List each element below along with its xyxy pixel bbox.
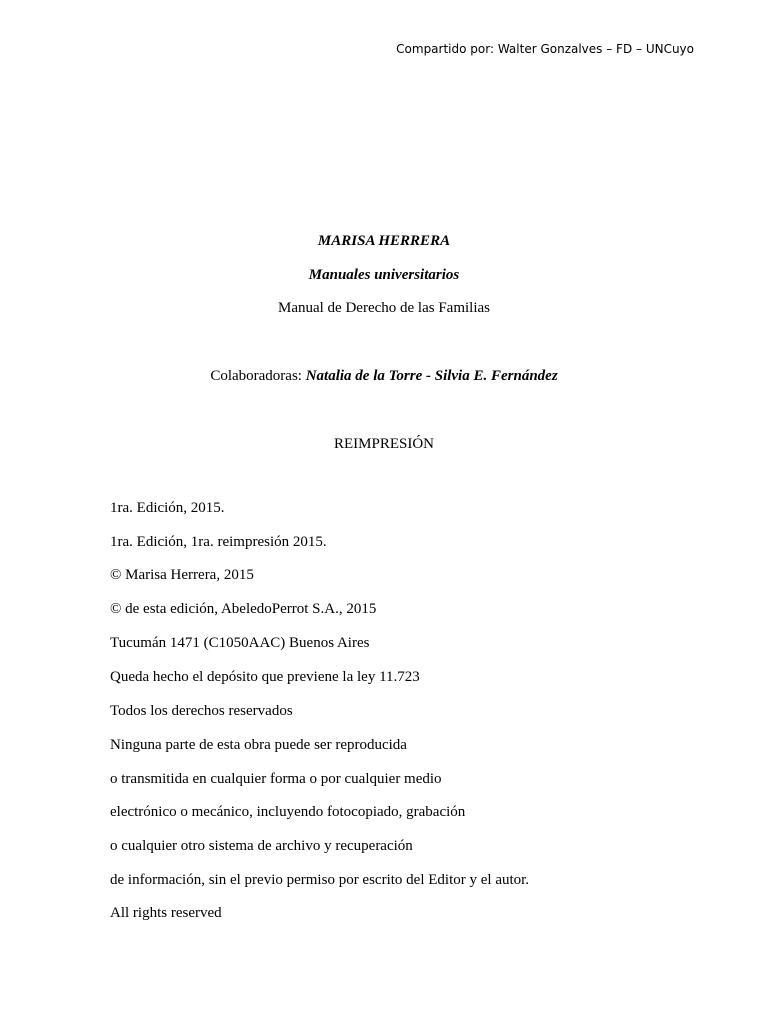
collaborators-line [0, 368, 768, 385]
legal-line: o transmitida en cualquier forma o por cualquier medio [110, 771, 442, 787]
book-title: Manual de Derecho de las Familias [277, 300, 490, 316]
collaborators-names: Natalia de la Torre - Silvia E. Fernández [305, 368, 558, 384]
legal-line: de información, sin el previo permiso por escrito del Editor y el autor. [110, 872, 530, 888]
legal-line: © de esta edición, AbeledoPerrot S.A., 2015 [110, 601, 377, 617]
legal-line: Queda hecho el depósito que previene la ley 11.723 [110, 669, 420, 685]
legal-line: electrónico o mecánico, incluyendo fotocopiado, grabación [110, 804, 466, 820]
reprint-label: REIMPRESIÓN [333, 436, 434, 452]
series-name: Manuales universitarios [308, 267, 460, 283]
author-name: MARISA HERRERA [317, 233, 451, 249]
legal-line: Ninguna parte de esta obra puede ser reproducida [110, 737, 407, 753]
collaborators-label: Colaboradoras: [210, 368, 302, 384]
legal-line: 1ra. Edición, 1ra. reimpresión 2015. [110, 534, 327, 550]
shared-by-note: Compartido por: Walter Gonzalves – FD – UNCuyo [396, 42, 694, 56]
legal-line: Tucumán 1471 (C1050AAC) Buenos Aires [110, 635, 370, 651]
legal-line: All rights reserved [110, 905, 222, 921]
legal-line: o cualquier otro sistema de archivo y recuperación [110, 838, 413, 854]
legal-line: 1ra. Edición, 2015. [110, 500, 225, 516]
legal-line: © Marisa Herrera, 2015 [110, 567, 254, 583]
legal-line: Todos los derechos reservados [110, 703, 293, 719]
